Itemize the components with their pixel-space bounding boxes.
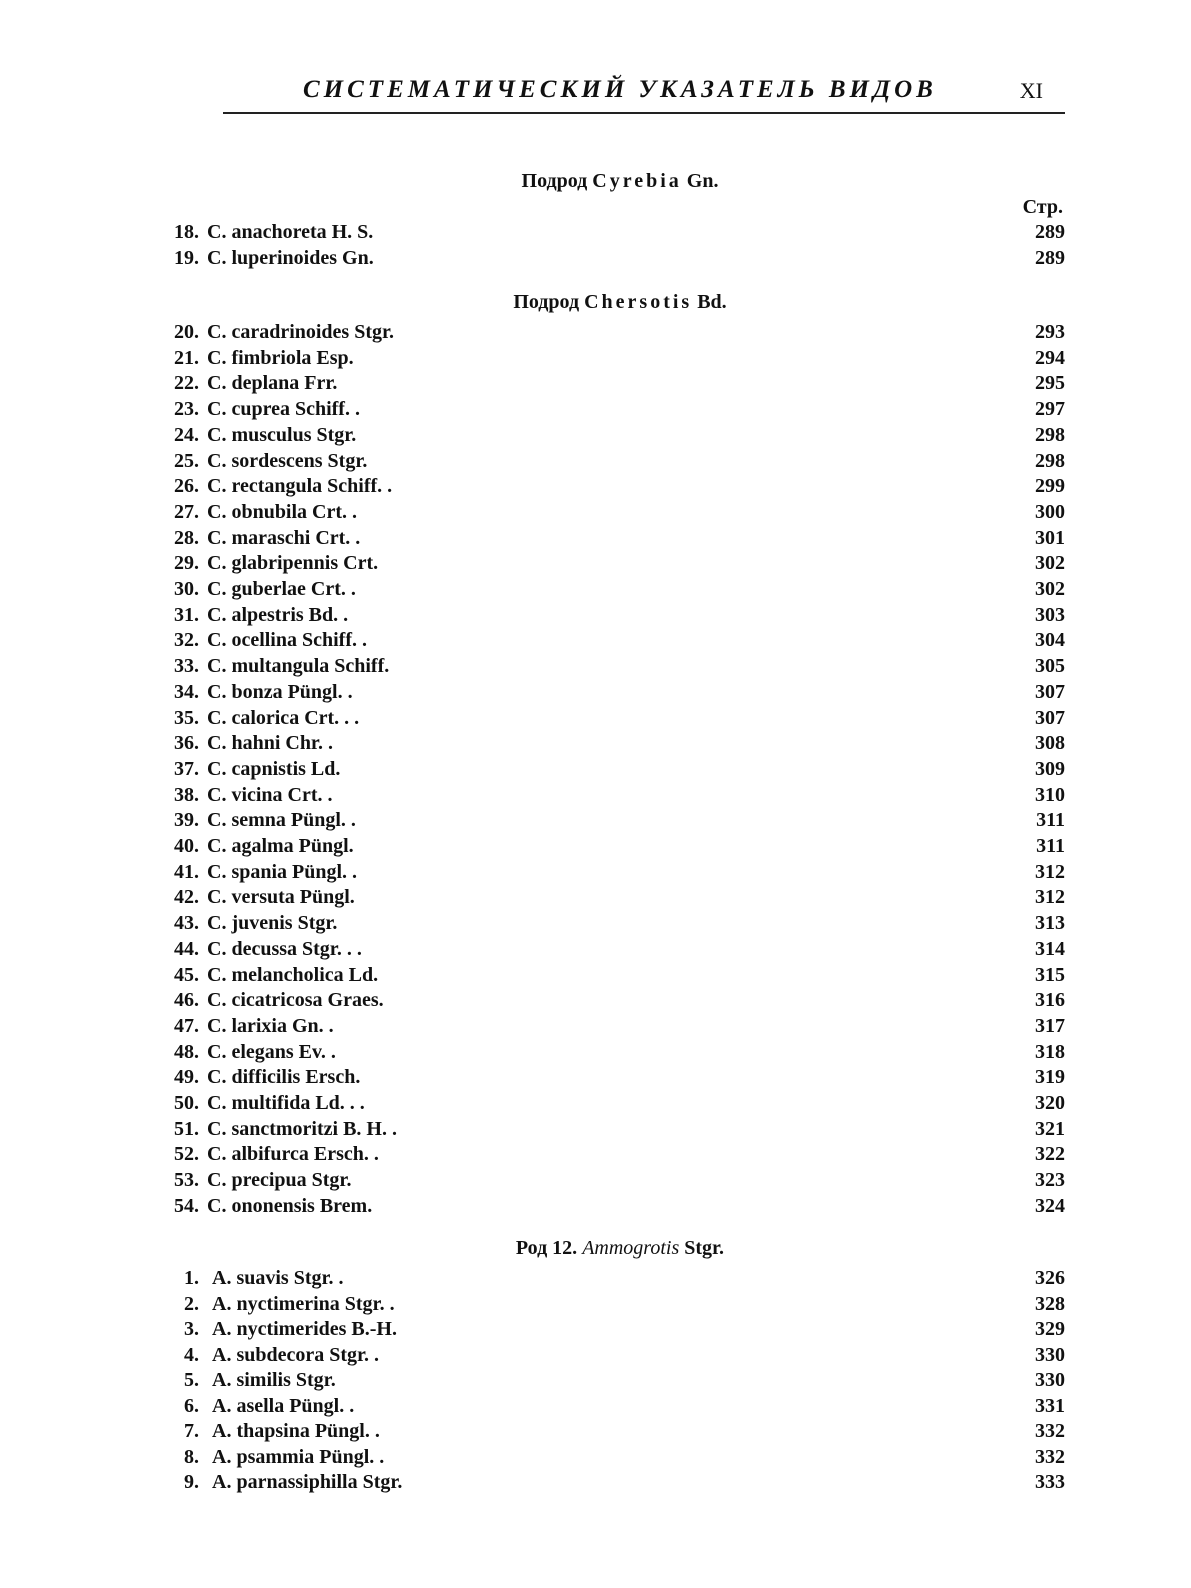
page-ref: 297: [1035, 398, 1065, 420]
entry-number: 42.: [174, 886, 199, 908]
page-ref: 295: [1035, 372, 1065, 394]
species-name: C. fimbriola Esp.: [207, 347, 354, 369]
page-ref: 312: [1035, 861, 1065, 883]
page-ref: 298: [1035, 424, 1065, 446]
page-number: XI: [1019, 78, 1043, 103]
index-entry: [160, 475, 1065, 501]
index-entry: [160, 1369, 1065, 1395]
page-ref: 314: [1035, 938, 1065, 960]
entry-number: 32.: [174, 629, 199, 651]
heading-genus: Chersotis: [584, 291, 693, 313]
page-header: [223, 70, 1065, 114]
entry-number: 6.: [184, 1395, 199, 1417]
index-entry: [160, 655, 1065, 681]
page-ref: 311: [1036, 835, 1065, 857]
index-entry: [160, 1015, 1065, 1041]
index-entry: [160, 681, 1065, 707]
entry-number: 48.: [174, 1041, 199, 1063]
index-entry: [160, 1344, 1065, 1370]
entry-number: 38.: [174, 784, 199, 806]
entry-number: 46.: [174, 989, 199, 1011]
page-ref: 322: [1035, 1143, 1065, 1165]
index-entry: [160, 1092, 1065, 1118]
species-name: C. precipua Stgr.: [207, 1169, 352, 1191]
entry-number: 28.: [174, 527, 199, 549]
running-title: СИСТЕМАТИЧЕСКИЙ УКАЗАТЕЛЬ ВИДОВ: [303, 76, 937, 103]
page-ref: 300: [1035, 501, 1065, 523]
species-name: C. hahni Chr. .: [207, 732, 333, 754]
index-entry: [160, 629, 1065, 655]
page-column-label: Стр.: [1022, 196, 1063, 218]
species-name: C. sanctmoritzi B. H. .: [207, 1118, 397, 1140]
entry-number: 35.: [174, 707, 199, 729]
species-name: A. asella Püngl. .: [212, 1395, 355, 1417]
entry-number: 44.: [174, 938, 199, 960]
page-ref: 330: [1035, 1369, 1065, 1391]
page-ref: 293: [1035, 321, 1065, 343]
index-entry: [160, 1118, 1065, 1144]
entry-number: 36.: [174, 732, 199, 754]
species-name: C. obnubila Crt. .: [207, 501, 358, 523]
page-ref: 315: [1035, 964, 1065, 986]
entry-number: 23.: [174, 398, 199, 420]
page-ref: 309: [1035, 758, 1065, 780]
index-entry: [160, 1195, 1065, 1221]
entry-number: 22.: [174, 372, 199, 394]
index-entry: [160, 398, 1065, 424]
species-name: C. luperinoides Gn.: [207, 247, 374, 269]
entry-number: 47.: [174, 1015, 199, 1037]
species-name: C. multifida Ld. . .: [207, 1092, 365, 1114]
heading-genus: Cyrebia: [592, 170, 682, 192]
page-ref: 302: [1035, 578, 1065, 600]
species-name: C. alpestris Bd. .: [207, 604, 349, 626]
entry-number: 37.: [174, 758, 199, 780]
species-name: C. anachoreta H. S.: [207, 221, 374, 243]
page-ref: 311: [1036, 809, 1065, 831]
entry-number: 7.: [184, 1420, 199, 1442]
entry-number: 54.: [174, 1195, 199, 1217]
index-entry: [160, 578, 1065, 604]
entry-number: 24.: [174, 424, 199, 446]
entry-number: 9.: [184, 1471, 199, 1493]
index-entry: [160, 1471, 1065, 1497]
index-entry: [160, 938, 1065, 964]
entry-number: 41.: [174, 861, 199, 883]
species-name: C. capnistis Ld.: [207, 758, 341, 780]
entry-number: 29.: [174, 552, 199, 574]
page-ref: 310: [1035, 784, 1065, 806]
entry-number: 25.: [174, 450, 199, 472]
species-name: C. difficilis Ersch.: [207, 1066, 361, 1088]
species-name: C. semna Püngl. .: [207, 809, 356, 831]
species-name: C. bonza Püngl. .: [207, 681, 353, 703]
page-ref: 328: [1035, 1293, 1065, 1315]
page-ref: 307: [1035, 707, 1065, 729]
species-name: C. guberlae Crt. .: [207, 578, 356, 600]
index-entry: [160, 1041, 1065, 1067]
entry-number: 5.: [184, 1369, 199, 1391]
index-entry: [160, 221, 1065, 247]
entry-number: 2.: [184, 1293, 199, 1315]
species-name: C. caradrinoides Stgr.: [207, 321, 395, 343]
page-ref: 302: [1035, 552, 1065, 574]
page-ref: 326: [1035, 1267, 1065, 1289]
index-entry: [160, 552, 1065, 578]
species-name: A. nyctimerina Stgr. .: [212, 1293, 395, 1315]
page-ref: 299: [1035, 475, 1065, 497]
section-heading: [160, 1237, 1080, 1260]
index-entry: [160, 424, 1065, 450]
species-name: A. thapsina Püngl. .: [212, 1420, 380, 1442]
heading-prefix: Род 12.: [515, 1237, 578, 1259]
index-entry: [160, 1446, 1065, 1472]
species-name: C. rectangula Schiff. .: [207, 475, 393, 497]
page-ref: 308: [1035, 732, 1065, 754]
page-ref: 329: [1035, 1318, 1065, 1340]
page-ref: 330: [1035, 1344, 1065, 1366]
species-name: C. spania Püngl. .: [207, 861, 358, 883]
page-ref: 298: [1035, 450, 1065, 472]
entry-number: 20.: [174, 321, 199, 343]
species-name: C. juvenis Stgr.: [207, 912, 338, 934]
index-entry: [160, 604, 1065, 630]
index-entry: [160, 758, 1065, 784]
page-ref: 332: [1035, 1446, 1065, 1468]
page-ref: 289: [1035, 247, 1065, 269]
index-entry: [160, 707, 1065, 733]
heading-genus: Ammogrotis: [582, 1237, 680, 1259]
page-ref: 301: [1035, 527, 1065, 549]
species-name: C. musculus Stgr.: [207, 424, 357, 446]
index-entry: [160, 527, 1065, 553]
species-name: C. deplana Frr.: [207, 372, 338, 394]
species-name: A. psammia Püngl. .: [212, 1446, 385, 1468]
heading-author: Gn.: [686, 170, 719, 192]
index-entry: [160, 1318, 1065, 1344]
entry-number: 39.: [174, 809, 199, 831]
page-ref: 294: [1035, 347, 1065, 369]
species-name: C. albifurca Ersch. .: [207, 1143, 379, 1165]
index-entry: [160, 347, 1065, 373]
page-ref: 318: [1035, 1041, 1065, 1063]
entry-number: 4.: [184, 1344, 199, 1366]
page-ref: 321: [1035, 1118, 1065, 1140]
entry-number: 8.: [184, 1446, 199, 1468]
species-name: A. subdecora Stgr. .: [212, 1344, 380, 1366]
index-entry: [160, 247, 1065, 273]
species-name: C. ononensis Brem.: [207, 1195, 373, 1217]
index-entry: [160, 835, 1065, 861]
index-entry: [160, 501, 1065, 527]
species-name: A. similis Stgr.: [212, 1369, 336, 1391]
page-ref: 331: [1035, 1395, 1065, 1417]
page-ref: 304: [1035, 629, 1065, 651]
index-entry: [160, 372, 1065, 398]
index-entry: [160, 912, 1065, 938]
entry-number: 45.: [174, 964, 199, 986]
page-ref: 320: [1035, 1092, 1065, 1114]
index-entry: [160, 1395, 1065, 1421]
species-name: C. larixia Gn. .: [207, 1015, 334, 1037]
page-ref: 324: [1035, 1195, 1065, 1217]
species-name: C. multangula Schiff.: [207, 655, 390, 677]
species-name: C. vicina Crt. .: [207, 784, 333, 806]
species-name: C. maraschi Crt. .: [207, 527, 361, 549]
index-entry: [160, 732, 1065, 758]
species-name: C. elegans Ev. .: [207, 1041, 336, 1063]
species-name: C. melancholica Ld.: [207, 964, 379, 986]
entry-number: 30.: [174, 578, 199, 600]
species-name: A. parnassiphilla Stgr.: [212, 1471, 403, 1493]
index-entry: [160, 1267, 1065, 1293]
page-ref: 333: [1035, 1471, 1065, 1493]
index-entry: [160, 784, 1065, 810]
page-ref: 289: [1035, 221, 1065, 243]
heading-author: Bd.: [697, 291, 727, 313]
entry-number: 40.: [174, 835, 199, 857]
species-name: C. versuta Püngl.: [207, 886, 355, 908]
entry-number: 33.: [174, 655, 199, 677]
heading-prefix: Подрод: [513, 291, 580, 313]
entry-number: 50.: [174, 1092, 199, 1114]
index-entry: [160, 1420, 1065, 1446]
entry-number: 52.: [174, 1143, 199, 1165]
entry-number: 18.: [174, 221, 199, 243]
index-entry: [160, 1293, 1065, 1319]
page-ref: 307: [1035, 681, 1065, 703]
index-entry: [160, 809, 1065, 835]
page-ref: 316: [1035, 989, 1065, 1011]
index-entry: [160, 989, 1065, 1015]
entry-number: 49.: [174, 1066, 199, 1088]
heading-author: Stgr.: [684, 1237, 725, 1259]
species-name: C. decussa Stgr. . .: [207, 938, 362, 960]
index-entry: [160, 1066, 1065, 1092]
entry-number: 27.: [174, 501, 199, 523]
entry-number: 1.: [184, 1267, 199, 1289]
heading-prefix: Подрод: [521, 170, 588, 192]
section-heading: [160, 170, 1080, 193]
entry-number: 51.: [174, 1118, 199, 1140]
page-ref: 319: [1035, 1066, 1065, 1088]
species-name: C. calorica Crt. . .: [207, 707, 360, 729]
species-name: C. sordescens Stgr.: [207, 450, 368, 472]
page-ref: 305: [1035, 655, 1065, 677]
index-entry: [160, 450, 1065, 476]
species-name: C. cicatricosa Graes.: [207, 989, 384, 1011]
index-entry: [160, 886, 1065, 912]
index-entry: [160, 321, 1065, 347]
species-name: A. nyctimerides B.-H.: [212, 1318, 397, 1340]
entry-number: 31.: [174, 604, 199, 626]
species-name: C. ocellina Schiff. .: [207, 629, 367, 651]
entry-number: 26.: [174, 475, 199, 497]
entry-number: 3.: [184, 1318, 199, 1340]
page-ref: 313: [1035, 912, 1065, 934]
section-heading: [160, 291, 1080, 314]
species-name: C. glabripennis Crt.: [207, 552, 379, 574]
page-ref: 303: [1035, 604, 1065, 626]
species-name: A. suavis Stgr. .: [212, 1267, 344, 1289]
entry-number: 19.: [174, 247, 199, 269]
index-entry: [160, 861, 1065, 887]
entry-number: 21.: [174, 347, 199, 369]
page-ref: 323: [1035, 1169, 1065, 1191]
index-entry: [160, 1169, 1065, 1195]
species-name: C. agalma Püngl.: [207, 835, 354, 857]
entry-number: 43.: [174, 912, 199, 934]
species-name: C. cuprea Schiff. .: [207, 398, 360, 420]
page-ref: 317: [1035, 1015, 1065, 1037]
index-entry: [160, 964, 1065, 990]
page-ref: 312: [1035, 886, 1065, 908]
page-ref: 332: [1035, 1420, 1065, 1442]
index-entry: [160, 1143, 1065, 1169]
entry-number: 53.: [174, 1169, 199, 1191]
entry-number: 34.: [174, 681, 199, 703]
